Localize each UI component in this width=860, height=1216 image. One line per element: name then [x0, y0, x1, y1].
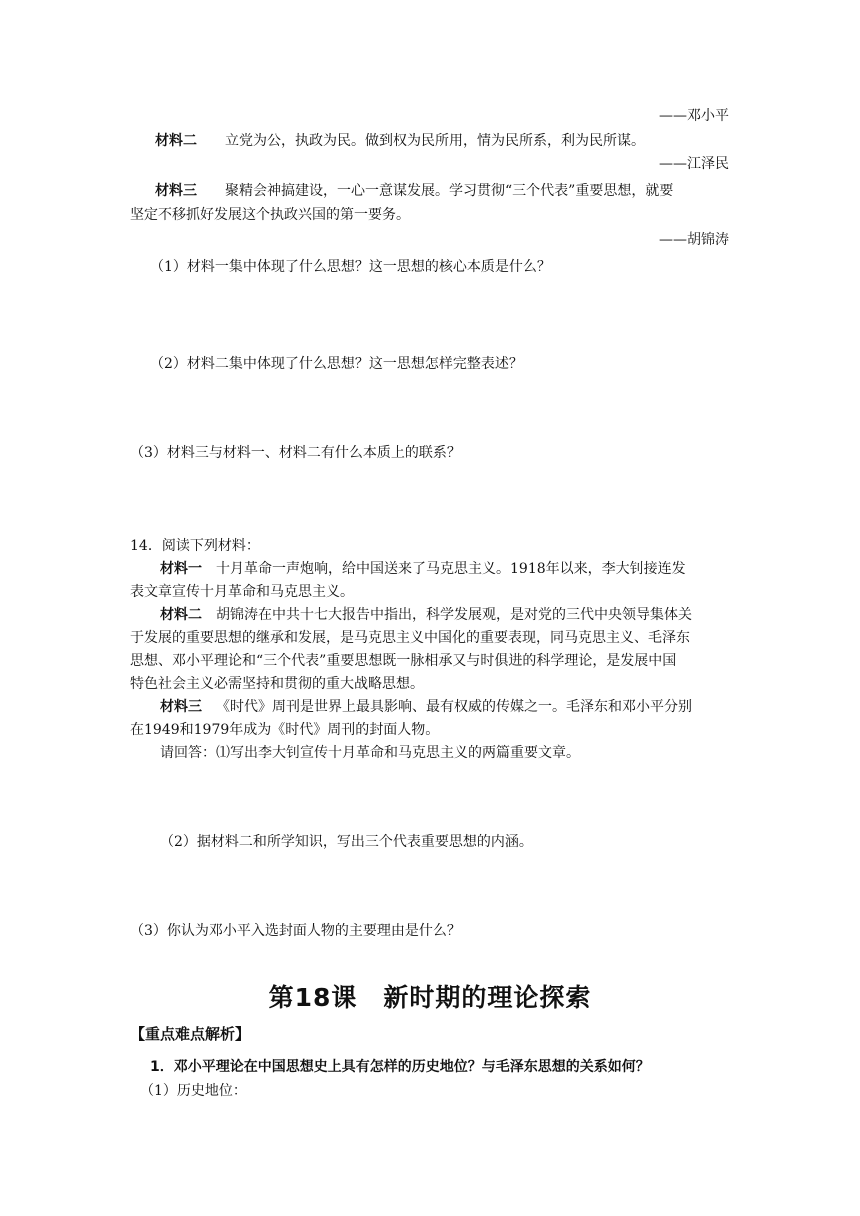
material-text: 立党为公，执政为民。做到权为民所用，情为民所系，利为民所谋。	[225, 133, 645, 149]
q14-question-2: （2）据材料二和所学知识，写出三个代表重要思想的内涵。	[160, 834, 533, 850]
material-label: 材料二	[160, 607, 202, 623]
sub-point-1: （1）历史地位：	[140, 1083, 247, 1099]
material-2-paragraph	[155, 130, 645, 152]
q14-question-3: （3）你认为邓小平入选封面人物的主要理由是什么？	[130, 923, 461, 939]
q14-material-3-line2: 在1949和1979年成为《时代》周刊的封面人物。	[130, 722, 440, 738]
material-text: 《时代》周刊是世界上最具影响、最有权威的传媒之一。毛泽东和邓小平分别	[216, 699, 692, 715]
material-3-line2: 坚定不移抓好发展这个执政兴国的第一要务。	[130, 207, 410, 223]
q14-material-2-line2: 于发展的重要思想的继承和发展，是马克思主义中国化的重要表现，同马克思主义、毛泽东	[130, 630, 690, 646]
attribution-deng: ——邓小平	[659, 108, 729, 124]
attribution-jiang: ——江泽民	[659, 156, 729, 172]
material-3-line1	[155, 180, 673, 202]
q14-material-2-line3: 思想、邓小平理论和“三个代表”重要思想既一脉相承又与时俱进的科学理论，是发展中国	[130, 653, 677, 669]
question-14-intro: 14．阅读下列材料：	[130, 538, 260, 554]
key-point-1: 1．邓小平理论在中国思想史上具有怎样的历史地位？与毛泽东思想的关系如何？	[150, 1059, 650, 1075]
lesson-title: 第18课 新时期的理论探索	[268, 983, 592, 1012]
section-heading: 【重点难点解析】	[130, 1025, 251, 1043]
question-3: （3）材料三与材料一、材料二有什么本质上的联系？	[130, 445, 461, 461]
question-1: （1）材料一集中体现了什么思想？这一思想的核心本质是什么？	[150, 259, 551, 275]
material-label: 材料二	[155, 133, 197, 149]
material-text: 聚精会神搞建设，一心一意谋发展。学习贯彻“三个代表”重要思想，就要	[225, 183, 674, 199]
question-2: （2）材料二集中体现了什么思想？这一思想怎样完整表述？	[150, 356, 523, 372]
material-label: 材料一	[160, 561, 202, 577]
q14-material-3-line1	[160, 696, 692, 718]
material-label: 材料三	[155, 183, 197, 199]
q14-material-1-line2: 表文章宣传十月革命和马克思主义。	[130, 584, 354, 600]
q14-material-2-line1	[160, 604, 692, 626]
q14-question-1: 请回答：⑴写出李大钊宣传十月革命和马克思主义的两篇重要文章。	[160, 745, 580, 761]
material-text: 十月革命一声炮响，给中国送来了马克思主义。1918年以来，李大钊接连发	[216, 561, 686, 577]
q14-material-2-line4: 特色社会主义必需坚持和贯彻的重大战略思想。	[130, 676, 424, 692]
material-text: 胡锦涛在中共十七大报告中指出，科学发展观，是对党的三代中央领导集体关	[216, 607, 692, 623]
q14-material-1-line1	[160, 558, 686, 580]
attribution-hu: ——胡锦涛	[659, 232, 729, 248]
material-label: 材料三	[160, 699, 202, 715]
